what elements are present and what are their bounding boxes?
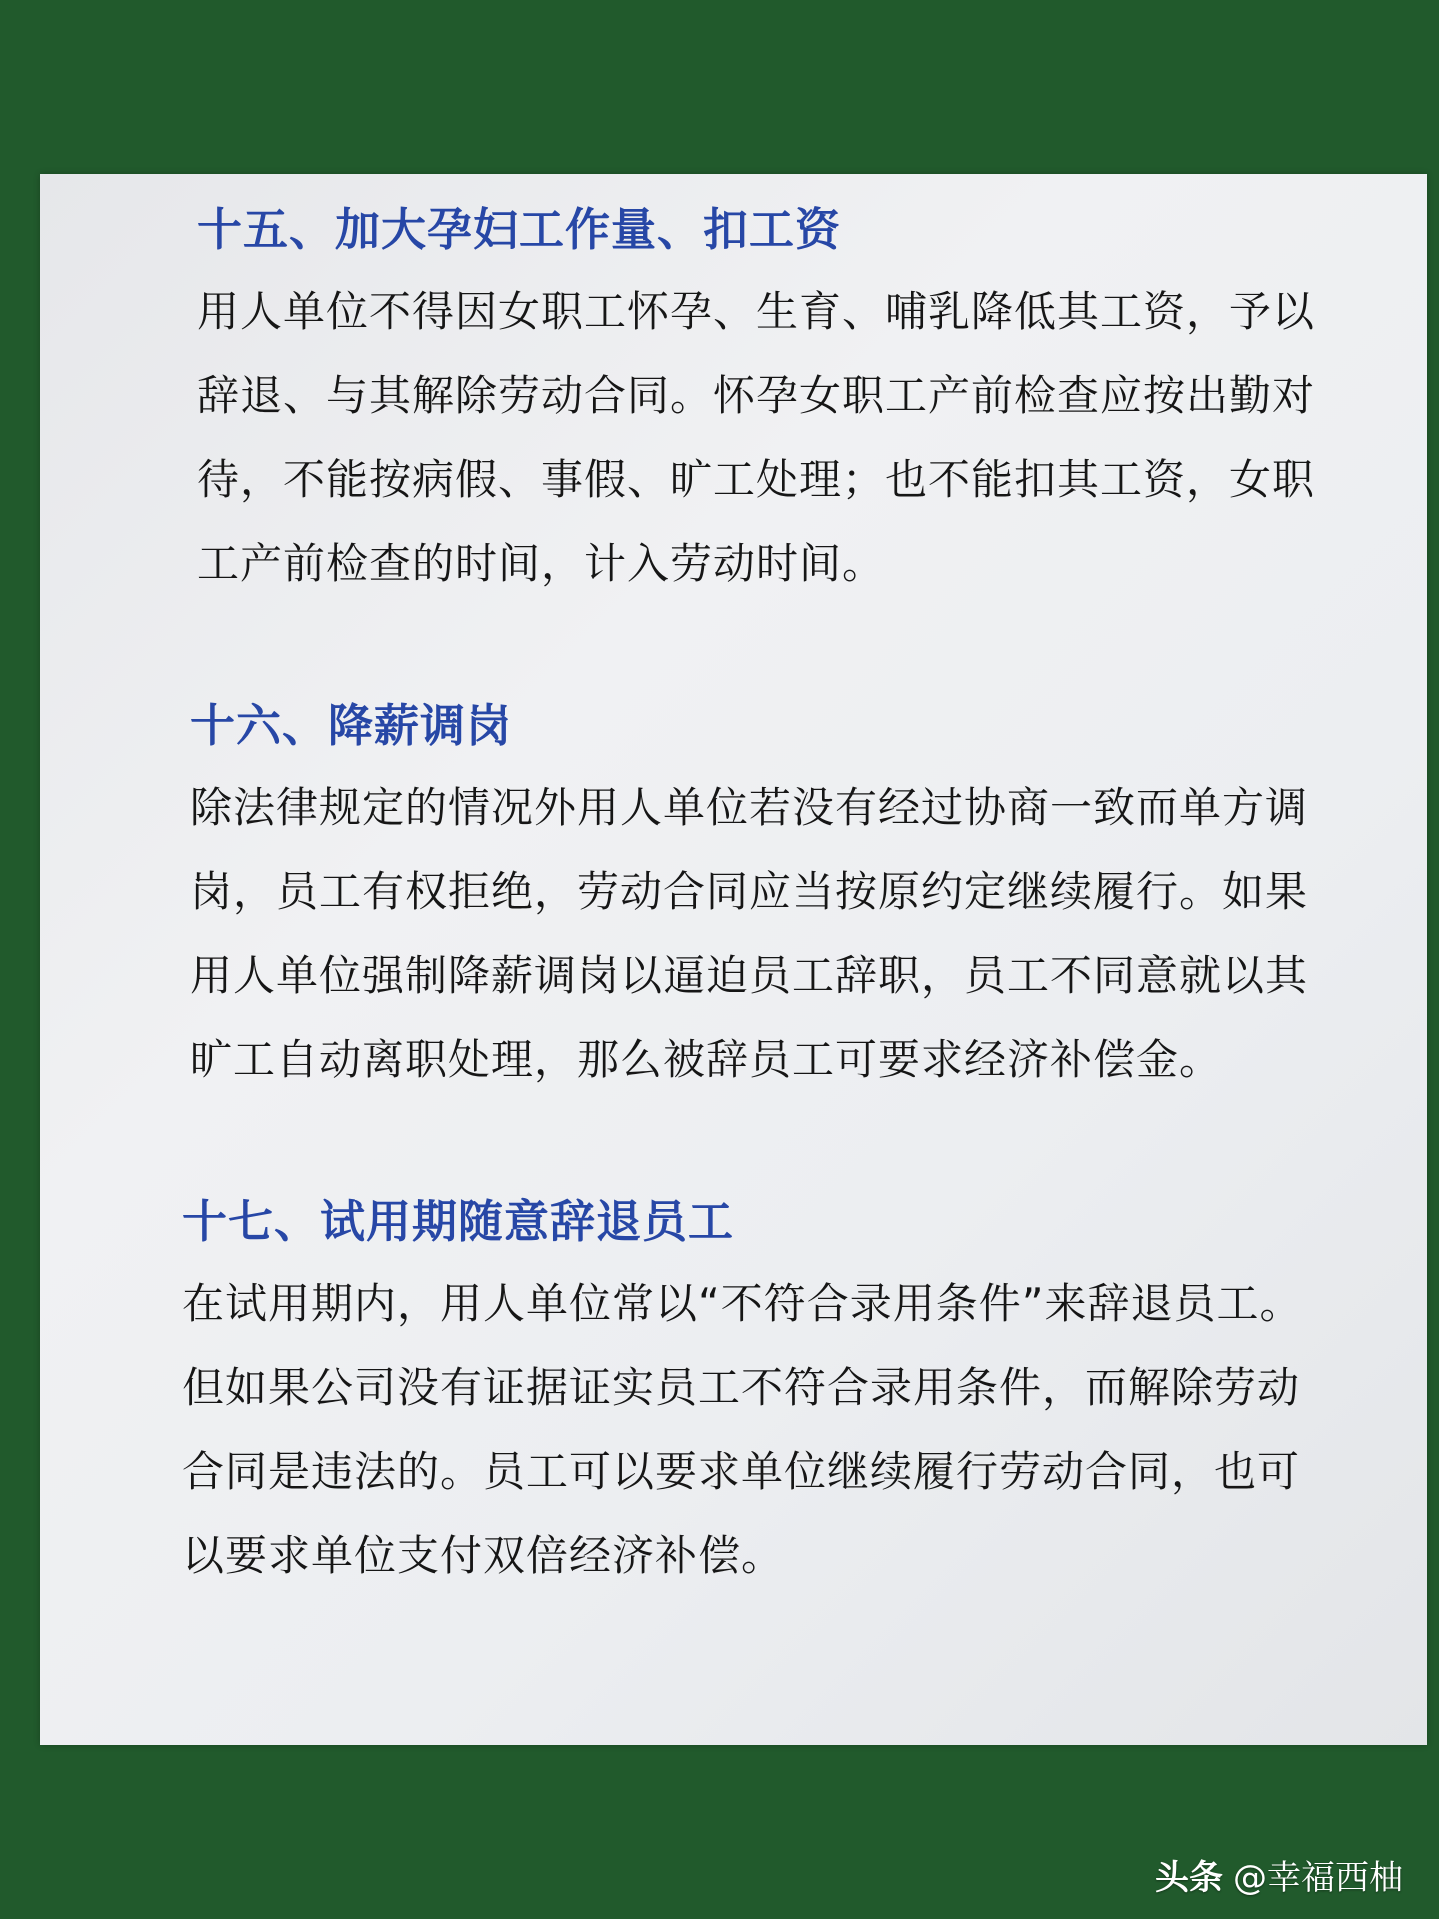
- section-title: 十五、加大孕妇工作量、扣工资: [197, 203, 842, 256]
- section-15: [197, 202, 1357, 606]
- section-body: 除法律规定的情况外用人单位若没有经过协商一致而单方调岗，员工有权拒绝，劳动合同应当按原约定继续履行。如果用人单位强制降薪调岗以逼迫员工辞职，员工不同意就以其旷工自动离职处理，那么被辞员工可要求经济补偿金。: [190, 783, 1309, 1085]
- watermark: [1155, 1850, 1403, 1899]
- section-title: 十六、降薪调岗: [190, 699, 513, 752]
- section-16: [190, 698, 1350, 1102]
- document-page: [40, 174, 1427, 1745]
- section-17: [182, 1194, 1342, 1598]
- section-body: 用人单位不得因女职工怀孕、生育、哺乳降低其工资，予以辞退、与其解除劳动合同。怀孕女职工产前检查应按出勤对待，不能按病假、事假、旷工处理；也不能扣其工资，女职工产前检查的时间，计入劳动时间。: [197, 287, 1316, 589]
- watermark-platform: 头条: [1155, 1858, 1223, 1898]
- section-title: 十七、试用期随意辞退员工: [182, 1195, 735, 1248]
- watermark-author: @幸福西柚: [1233, 1858, 1403, 1898]
- section-body: 在试用期内，用人单位常以“不符合录用条件”来辞退员工。但如果公司没有证据证实员工不符合录用条件，而解除劳动合同是违法的。员工可以要求单位继续履行劳动合同，也可以要求单位支付双倍经济补偿。: [182, 1279, 1303, 1581]
